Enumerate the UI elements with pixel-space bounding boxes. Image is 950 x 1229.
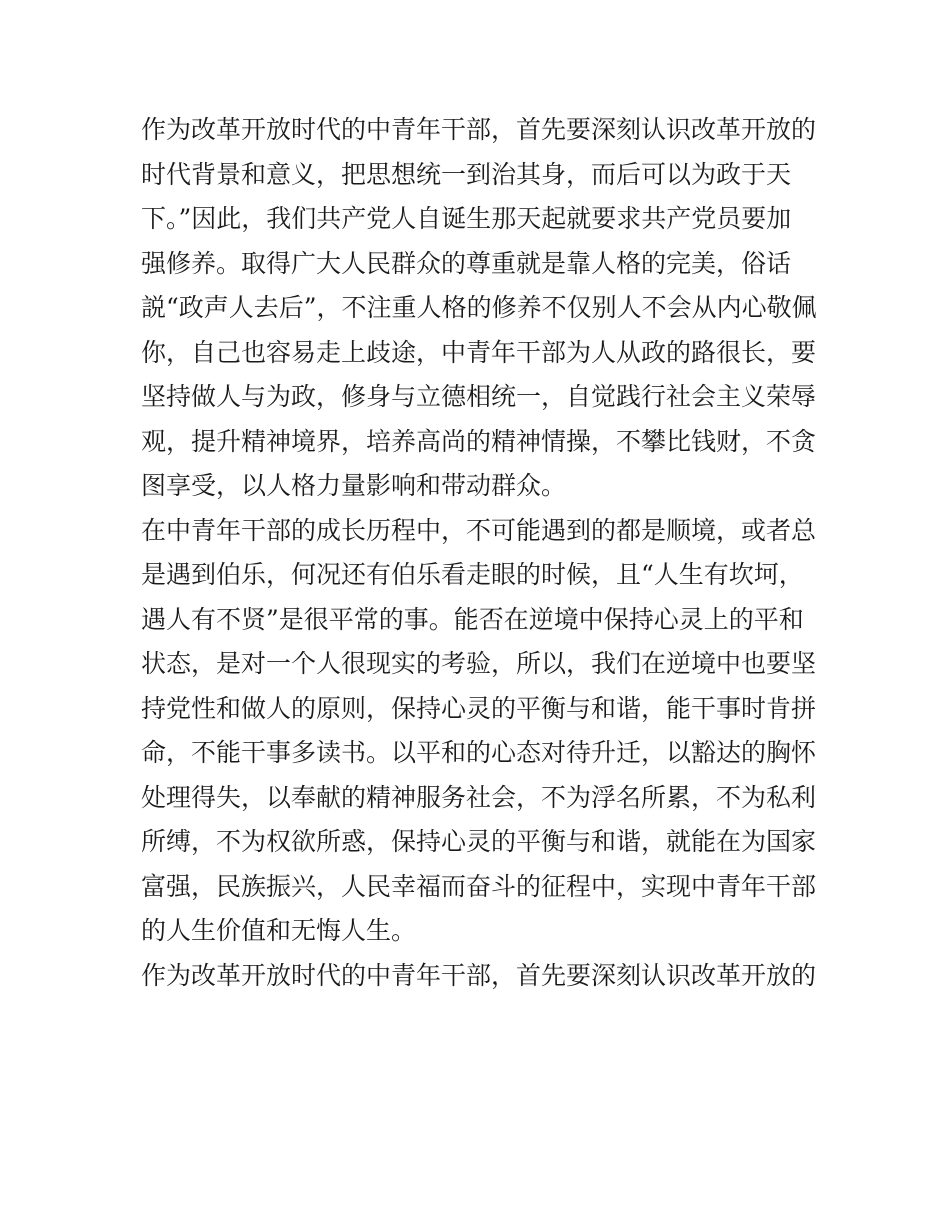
text-line: 观，提升精神境界，培养高尚的精神情操，不攀比钱财，不贪 bbox=[141, 426, 817, 456]
text-line: 所缚，不为权欲所惑，保持心灵的平衡与和谐，就能在为国家 bbox=[141, 827, 817, 856]
text-line: 富强，民族振兴，人民幸福而奋斗的征程中，实现中青年干部 bbox=[141, 871, 817, 901]
text-line: 命，不能干事多读书。以平和的心态对待升迁，以豁达的胸怀 bbox=[141, 738, 817, 767]
text-line: 你，自己也容易走上歧途，中青年干部为人从政的路很长，要 bbox=[141, 337, 817, 367]
text-line: 遇人有不贤”是很平常的事。能否在逆境中保持心灵上的平和 bbox=[141, 604, 804, 634]
text-line: 是遇到伯乐，何况还有伯乐看走眼的时候，且“人生有坎坷， bbox=[141, 560, 804, 589]
document-body bbox=[141, 108, 821, 998]
text-line: 作为改革开放时代的中青年干部，首先要深刻认识改革开放的 bbox=[141, 115, 817, 144]
text-line: 状态，是对一个人很现实的考验，所以，我们在逆境中也要坚 bbox=[141, 649, 817, 678]
text-line: 的人生价值和无悔人生。 bbox=[141, 916, 417, 945]
text-line: 説“政声人去后”，不注重人格的修养不仅别人不会从内心敬佩 bbox=[141, 293, 817, 322]
text-line: 图享受，以人格力量影响和带动群众。 bbox=[141, 471, 567, 500]
text-line: 处理得失，以奉献的精神服务社会，不为浮名所累，不为私利 bbox=[141, 782, 817, 812]
text-line: 坚持做人与为政，修身与立德相统一，自觉践行社会主义荣辱 bbox=[141, 382, 817, 411]
text-line: 在中青年干部的成长历程中，不可能遇到的都是顺境，或者总 bbox=[141, 515, 817, 545]
text-line: 作为改革开放时代的中青年干部，首先要深刻认识改革开放的 bbox=[141, 960, 817, 990]
text-line: 强修养。取得广大人民群众的尊重就是靠人格的完美，俗话 bbox=[141, 248, 792, 278]
text-line: 时代背景和意义，把思想统一到治其身，而后可以为政于天 bbox=[141, 159, 792, 189]
text-line: 下。”因此，我们共产党人自诞生那天起就要求共产党员要加 bbox=[141, 204, 792, 233]
text-line: 持党性和做人的原则，保持心灵的平衡与和谐，能干事时肯拼 bbox=[141, 693, 817, 723]
